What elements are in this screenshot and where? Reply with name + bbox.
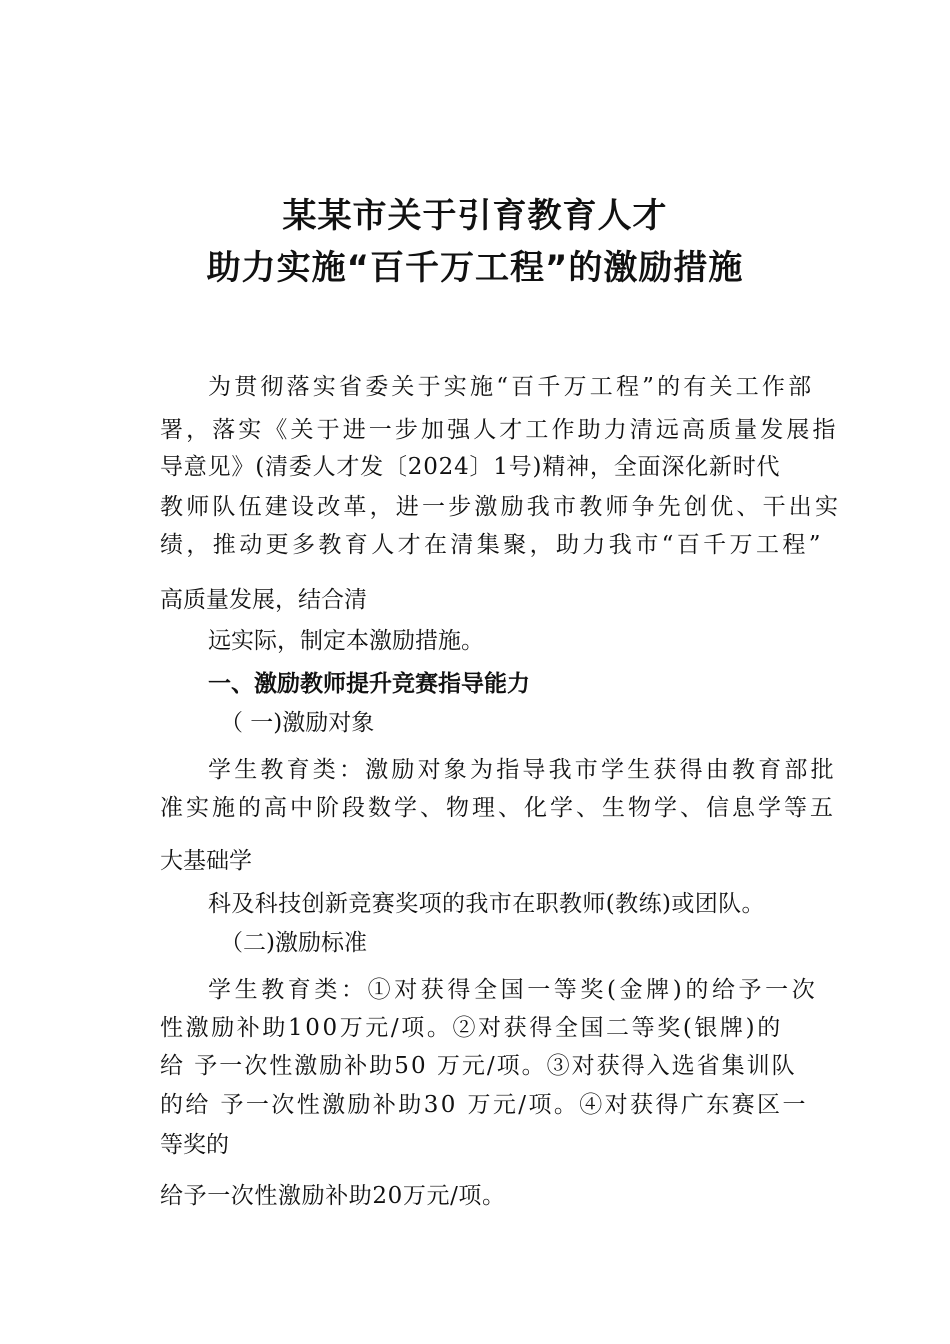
intro-line-2: 署，落实《关于进一步加强人才工作助力清远高质量发展指 [160, 417, 839, 443]
sub1-line-2: 准实施的高中阶段数学、物理、化学、生物学、信息学等五 [160, 795, 836, 821]
intro-line-3: 导意见》(清委人才发〔2024〕1号)精神，全面深化新时代 [160, 454, 781, 480]
subsection-1-heading: （ 一)激励对象 [220, 710, 375, 736]
sub2-line-2: 性激励补助100万元/项。②对获得全国二等奖(银牌)的 [160, 1015, 783, 1041]
sub2-line-4: 的给 予一次性激励补助30 万元/项。④对获得广东赛区一 [160, 1092, 808, 1118]
sub2-line-1: 学生教育类：①对获得全国一等奖(金牌)的给予一次 [208, 977, 819, 1003]
sub2-line-3: 给 予一次性激励补助50 万元/项。③对获得入选省集训队 [160, 1053, 797, 1079]
sub2-line-6: 给予一次性激励补助20万元/项。 [160, 1183, 506, 1209]
document-title-line-2: 助力实施“百千万工程”的激励措施 [206, 248, 744, 288]
sub1-line-4: 科及科技创新竞赛奖项的我市在职教师(教练)或团队。 [208, 891, 765, 917]
section-1-heading: 一、激励教师提升竞赛指导能力 [208, 671, 530, 697]
subsection-2-heading: （二)激励标准 [220, 930, 367, 956]
intro-line-1: 为贯彻落实省委关于实施“百千万工程”的有关工作部 [208, 374, 815, 400]
sub1-line-3: 大基础学 [160, 848, 252, 874]
intro-line-6: 高质量发展，结合清 [160, 587, 367, 613]
intro-line-5: 绩，推动更多教育人才在清集聚，助力我市“百千万工程” [160, 532, 824, 558]
intro-line-7: 远实际，制定本激励措施。 [208, 628, 484, 654]
sub1-line-1: 学生教育类：激励对象为指导我市学生获得由教育部批 [208, 757, 837, 783]
document-title-line-1: 某某市关于引育教育人才 [282, 196, 668, 236]
intro-line-4: 教师队伍建设改革，进一步激励我市教师争先创优、干出实 [160, 494, 842, 520]
sub2-line-5: 等奖的 [160, 1132, 229, 1158]
